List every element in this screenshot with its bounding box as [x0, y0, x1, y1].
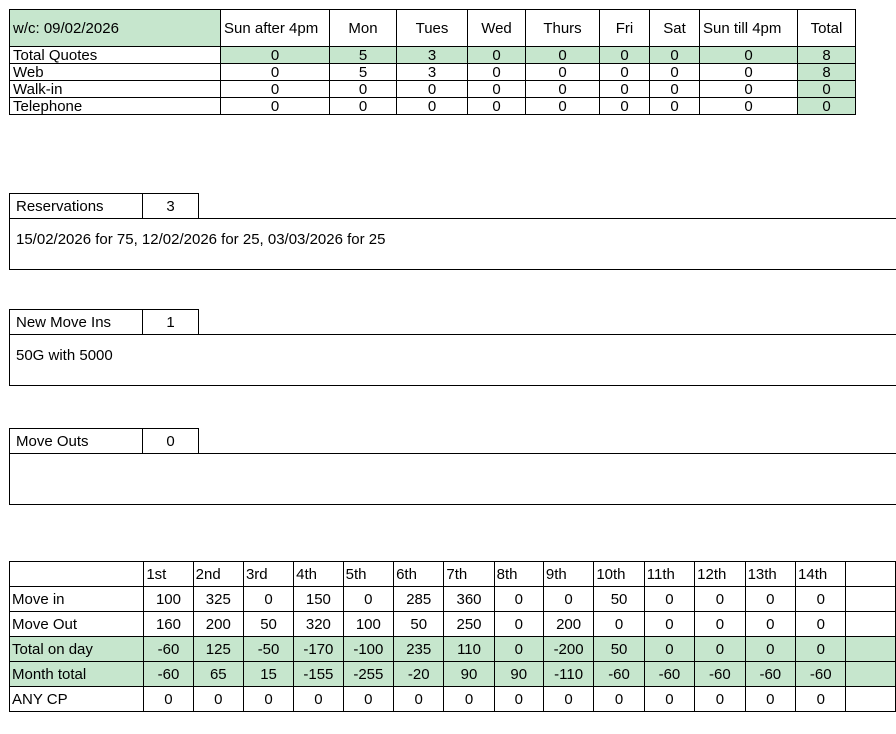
move-outs-header: [9, 428, 199, 454]
cell: 285: [394, 587, 444, 612]
cell: 200: [543, 612, 593, 637]
row-label: ANY CP: [10, 687, 144, 712]
cell: 0: [330, 81, 397, 98]
cell: 0: [221, 47, 330, 64]
cell: 0: [468, 47, 526, 64]
cell: 0: [294, 687, 344, 712]
cell: 0: [193, 687, 243, 712]
cell: 0: [494, 587, 543, 612]
cell: 0: [796, 637, 846, 662]
cell: 110: [444, 637, 494, 662]
move-outs-details: [9, 453, 896, 505]
move-ins-header: [9, 309, 199, 335]
table-row: [10, 637, 896, 662]
cell: 0: [644, 637, 694, 662]
cell: 150: [294, 587, 344, 612]
col-header: Thurs: [526, 10, 600, 47]
cell: 200: [193, 612, 243, 637]
table-row: [10, 662, 896, 687]
table-row: [10, 81, 856, 98]
cell: 100: [343, 612, 393, 637]
cell: 0: [796, 612, 846, 637]
col-header: Sat: [650, 10, 700, 47]
total-cell: 8: [798, 47, 856, 64]
cell: 0: [526, 81, 600, 98]
cell: 50: [594, 637, 644, 662]
move-ins-details: 50G with 5000: [9, 334, 896, 386]
cell: 0: [700, 64, 798, 81]
move-ins-box: [9, 309, 896, 386]
day-header: 11th: [644, 562, 694, 587]
row-label: Move in: [10, 587, 144, 612]
cell: 0: [796, 587, 846, 612]
cell: 0: [394, 687, 444, 712]
day-header: 6th: [394, 562, 444, 587]
row-label: Total Quotes: [10, 47, 221, 64]
day-header: 12th: [695, 562, 745, 587]
cell: 0: [600, 47, 650, 64]
week-commencing-label: w/c: 09/02/2026: [10, 10, 221, 47]
col-header: Sun after 4pm: [221, 10, 330, 47]
cell: -60: [644, 662, 694, 687]
cell: -60: [144, 662, 193, 687]
cell: 100: [144, 587, 193, 612]
cell: -60: [144, 637, 193, 662]
cell-extra: [846, 662, 896, 687]
corner-cell: [10, 562, 144, 587]
cell: 15: [243, 662, 293, 687]
day-header: 14th: [796, 562, 846, 587]
monthly-header-row: [10, 562, 896, 587]
cell: 0: [243, 687, 293, 712]
cell: 360: [444, 587, 494, 612]
cell: 0: [221, 81, 330, 98]
cell: 0: [650, 47, 700, 64]
cell: -50: [243, 637, 293, 662]
cell: 0: [343, 587, 393, 612]
cell: 0: [650, 98, 700, 115]
col-header: Sun till 4pm: [700, 10, 798, 47]
cell: 0: [644, 587, 694, 612]
cell: 90: [444, 662, 494, 687]
cell-extra: [846, 637, 896, 662]
cell-extra: [846, 612, 896, 637]
cell: 0: [700, 81, 798, 98]
cell: 0: [695, 687, 745, 712]
col-header: Total: [798, 10, 856, 47]
day-header: 8th: [494, 562, 543, 587]
cell: 0: [745, 637, 795, 662]
cell: -60: [745, 662, 795, 687]
quotes-header-row: [10, 10, 856, 47]
cell: 0: [494, 637, 543, 662]
cell: 0: [468, 64, 526, 81]
cell: 125: [193, 637, 243, 662]
cell: 0: [650, 64, 700, 81]
col-header: Fri: [600, 10, 650, 47]
day-header: 13th: [745, 562, 795, 587]
cell-extra: [846, 587, 896, 612]
cell: -110: [543, 662, 593, 687]
table-row: [10, 47, 856, 64]
cell: 0: [221, 98, 330, 115]
weekly-quotes-table: [9, 9, 856, 115]
col-header: Tues: [397, 10, 468, 47]
cell: 0: [700, 98, 798, 115]
cell: 235: [394, 637, 444, 662]
cell: 0: [700, 47, 798, 64]
cell: -155: [294, 662, 344, 687]
cell: 0: [444, 687, 494, 712]
table-row: [10, 687, 896, 712]
cell: -20: [394, 662, 444, 687]
cell: 250: [444, 612, 494, 637]
reservations-box: [9, 193, 896, 270]
table-row: [10, 587, 896, 612]
table-row: [10, 64, 856, 81]
cell: 0: [695, 637, 745, 662]
cell: 0: [650, 81, 700, 98]
cell: 0: [600, 64, 650, 81]
cell: 0: [644, 612, 694, 637]
cell: 0: [745, 587, 795, 612]
cell: 90: [494, 662, 543, 687]
cell: 50: [394, 612, 444, 637]
cell: 0: [695, 587, 745, 612]
cell: 0: [796, 687, 846, 712]
cell: 0: [594, 612, 644, 637]
row-label: Web: [10, 64, 221, 81]
cell: -60: [796, 662, 846, 687]
cell: 0: [397, 81, 468, 98]
day-header: 3rd: [243, 562, 293, 587]
cell: 0: [594, 687, 644, 712]
row-label: Move Out: [10, 612, 144, 637]
table-row: [10, 98, 856, 115]
reservations-count: 3: [142, 193, 199, 219]
monthly-movement-table: [9, 561, 896, 712]
move-outs-count: 0: [142, 428, 199, 454]
cell: 50: [243, 612, 293, 637]
cell: 3: [397, 64, 468, 81]
cell: -60: [695, 662, 745, 687]
move-outs-label: Move Outs: [9, 428, 142, 454]
cell: 5: [330, 47, 397, 64]
row-label: Month total: [10, 662, 144, 687]
cell: 50: [594, 587, 644, 612]
cell: -200: [543, 637, 593, 662]
reservations-label: Reservations: [9, 193, 142, 219]
cell: 0: [745, 687, 795, 712]
cell: 0: [526, 64, 600, 81]
table-row: [10, 612, 896, 637]
cell: 0: [494, 687, 543, 712]
day-header: 9th: [543, 562, 593, 587]
cell: 0: [343, 687, 393, 712]
cell: 0: [397, 98, 468, 115]
cell: 0: [543, 587, 593, 612]
cell: 0: [526, 98, 600, 115]
cell: 0: [695, 612, 745, 637]
cell: 3: [397, 47, 468, 64]
cell: 0: [644, 687, 694, 712]
cell: 0: [600, 81, 650, 98]
day-header: 5th: [343, 562, 393, 587]
cell: 0: [243, 587, 293, 612]
total-cell: 8: [798, 64, 856, 81]
cell: 0: [468, 98, 526, 115]
cell: -60: [594, 662, 644, 687]
cell: 5: [330, 64, 397, 81]
cell: 160: [144, 612, 193, 637]
cell: 0: [144, 687, 193, 712]
row-label: Telephone: [10, 98, 221, 115]
reservations-details: 15/02/2026 for 75, 12/02/2026 for 25, 03/03/2026 for 25: [9, 218, 896, 270]
day-header-extra: [846, 562, 896, 587]
row-label: Walk-in: [10, 81, 221, 98]
cell: 0: [330, 98, 397, 115]
day-header: 10th: [594, 562, 644, 587]
cell: 320: [294, 612, 344, 637]
cell: 0: [221, 64, 330, 81]
move-ins-count: 1: [142, 309, 199, 335]
total-cell: 0: [798, 98, 856, 115]
cell: -255: [343, 662, 393, 687]
total-cell: 0: [798, 81, 856, 98]
col-header: Wed: [468, 10, 526, 47]
cell: -100: [343, 637, 393, 662]
day-header: 7th: [444, 562, 494, 587]
cell: 0: [543, 687, 593, 712]
day-header: 4th: [294, 562, 344, 587]
day-header: 2nd: [193, 562, 243, 587]
move-ins-label: New Move Ins: [9, 309, 142, 335]
cell: 0: [745, 612, 795, 637]
move-outs-box: [9, 428, 896, 505]
cell: -170: [294, 637, 344, 662]
cell: 0: [494, 612, 543, 637]
reservations-header: [9, 193, 199, 219]
day-header: 1st: [144, 562, 193, 587]
row-label: Total on day: [10, 637, 144, 662]
cell: 65: [193, 662, 243, 687]
col-header: Mon: [330, 10, 397, 47]
cell-extra: [846, 687, 896, 712]
cell: 0: [526, 47, 600, 64]
cell: 0: [468, 81, 526, 98]
cell: 0: [600, 98, 650, 115]
cell: 325: [193, 587, 243, 612]
